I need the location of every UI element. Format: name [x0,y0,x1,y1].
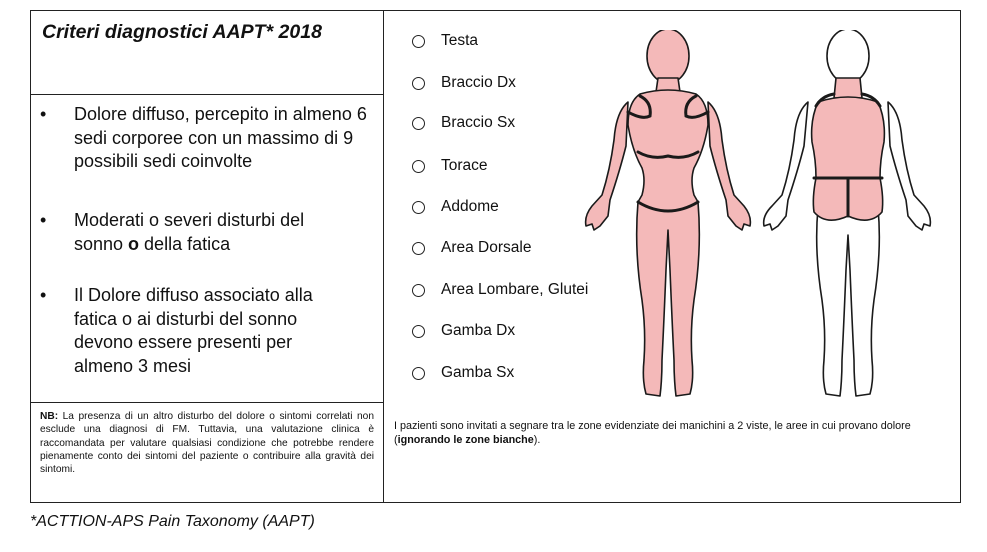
option-label: Testa [441,32,479,49]
bullet-2: • [40,210,47,230]
radio-circle-icon[interactable] [412,77,425,90]
instruction-after: ). [533,434,541,446]
radio-circle-icon[interactable] [412,367,425,380]
criterion-2-text-b: della fatica [139,233,231,254]
option-braccio-dx[interactable] [412,74,516,92]
instruction-text [394,419,954,447]
option-label: Addome [441,198,499,215]
radio-circle-icon[interactable] [412,242,425,255]
radio-circle-icon[interactable] [412,160,425,173]
instruction-before: I pazienti sono invitati a segnare tra le zone evidenziate dei manichini a 2 viste, le aree in cui provano dolore ( [394,420,911,446]
option-label: Gamba Dx [441,322,516,339]
option-torace[interactable] [412,157,488,175]
option-label: Braccio Sx [441,114,516,131]
option-braccio-sx[interactable] [412,114,515,132]
criterion-2 [74,209,344,256]
option-label: Area Lombare, Glutei [441,281,589,298]
column-divider [383,10,384,503]
bullet-1: • [40,104,47,124]
option-gamba-dx[interactable] [412,322,515,340]
criterion-3: Il Dolore diffuso associato alla fatica o ai disturbi del sonno devono essere presenti per almeno 3 mesi [74,285,313,376]
option-area-lombare[interactable] [412,281,588,299]
radio-circle-icon[interactable] [412,35,425,48]
option-label: Area Dorsale [441,239,532,256]
note-text: La presenza di un altro disturbo del dolore o sintomi correlati non esclude una diagnosi di FM. Tuttavia, una valutazione clinica è raccomandata per valutare qualsiasi condizione che potrebbe rendere pienamente conto dei sintomi del paziente o contribuire alla gravità dei sintomi. [40,411,374,476]
option-testa[interactable] [412,32,478,50]
criterion-2-text-a: Moderati o severi disturbi del sonno [74,210,305,254]
option-area-dorsale[interactable] [412,239,531,257]
radio-circle-icon[interactable] [412,284,425,297]
front-body-figure-icon[interactable] [580,30,755,402]
note-divider [30,402,383,403]
note-label: NB: [40,411,59,422]
option-gamba-sx[interactable] [412,364,514,382]
option-label: Braccio Dx [441,74,516,91]
footnote: *ACTTION-APS Pain Taxonomy (AAPT) [30,513,315,530]
radio-circle-icon[interactable] [412,117,425,130]
radio-circle-icon[interactable] [412,325,425,338]
option-label: Torace [441,157,488,174]
instruction-bold: ignorando le zone bianche [397,434,534,446]
page-title: Criteri diagnostici AAPT* 2018 [42,21,322,43]
bullet-3: • [40,285,47,305]
note-box [40,410,374,476]
title-divider [30,94,383,95]
back-body-figure-icon[interactable] [752,30,942,402]
criterion-1: Dolore diffuso, percepito in almeno 6 sedi corporee con un massimo di 9 possibili sedi coinvolte [74,104,367,171]
option-addome[interactable] [412,198,499,216]
option-label: Gamba Sx [441,364,515,381]
criterion-2-bold: o [128,233,140,254]
radio-circle-icon[interactable] [412,201,425,214]
